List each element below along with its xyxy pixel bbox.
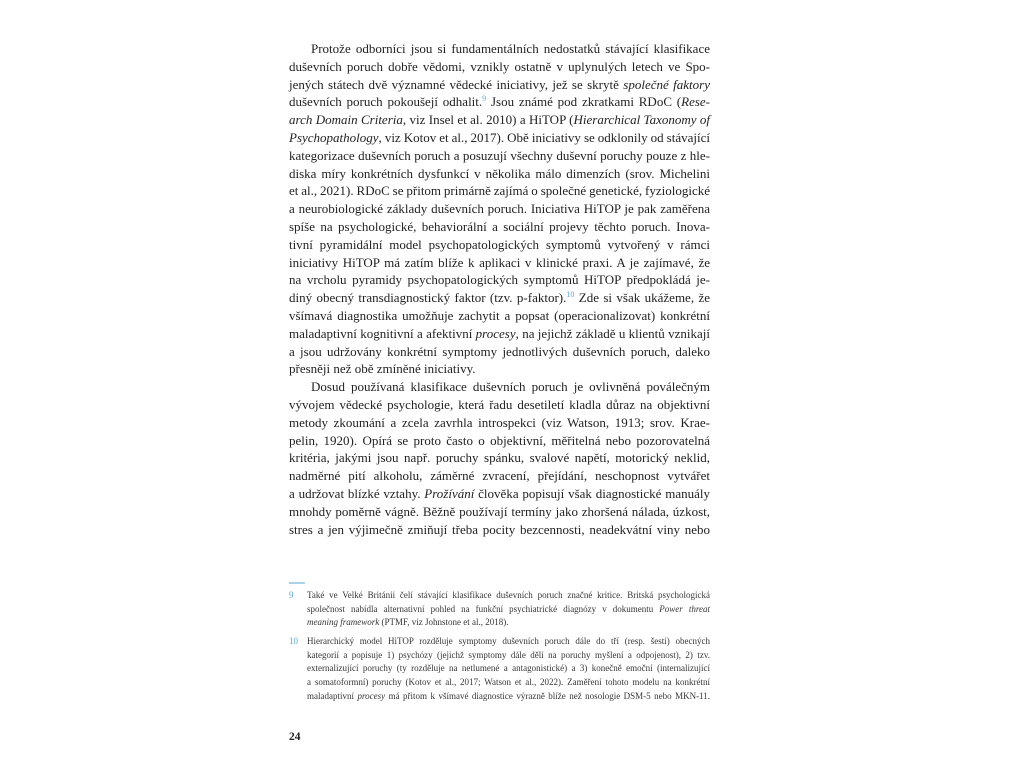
text-segment: duševních poruch pokoušejí odhalit. <box>289 94 483 110</box>
text-line <box>289 449 710 467</box>
text-segment: mnohdy poměrně vágně. Běžně používají termíny jako zhoršená nálada, úzkost, <box>289 503 710 519</box>
line-content <box>307 690 710 704</box>
line-content <box>307 589 710 603</box>
line-content <box>311 378 710 396</box>
text-line <box>289 58 710 76</box>
text-line <box>289 129 710 147</box>
text-segment: spíše na psychologické, behaviorální a sociální projevy těchto poruch. Inova- <box>289 218 710 234</box>
text-segment: Dosud používaná klasifikace duševních poruch je ovlivněná poválečným <box>311 379 710 395</box>
text-segment: tivní pyramidální model psychopatologických symptomů vytvořený v rámci <box>289 236 710 252</box>
text-line <box>289 236 710 254</box>
text-line <box>289 218 710 236</box>
text-segment: Protože odborníci jsou si fundamentálních nedostatků stávající klasifikace <box>311 41 710 56</box>
text-line <box>289 325 710 343</box>
text-line <box>289 307 710 325</box>
line-content <box>289 111 710 129</box>
line-content <box>289 147 710 165</box>
body-text <box>289 40 710 538</box>
text-line <box>307 690 710 704</box>
text-line <box>289 40 710 58</box>
text-line <box>289 485 710 503</box>
line-content <box>289 343 710 361</box>
italic-text: Rese- <box>681 94 711 110</box>
text-segment: et al., 2021). RDoC se přitom primárně zajímá o společné genetické, fyziologické <box>289 183 710 199</box>
text-segment: člověka popisují však diagnostické manuály <box>474 485 710 501</box>
footnote <box>289 635 710 703</box>
italic-text: společné faktory <box>623 76 710 92</box>
line-content <box>307 616 509 630</box>
line-content <box>289 485 710 503</box>
italic-text: Prožívání <box>424 485 475 501</box>
text-segment: a udržovat blízké vztahy. <box>289 485 425 501</box>
text-segment: externalizující poruchy (ty rozděluje na netlumené a antagonistické) a 3) konečně emoční (internalizující <box>307 663 710 674</box>
text-line <box>289 200 710 218</box>
footnote-separator <box>289 582 305 584</box>
italic-text: arch Domain Criteria <box>289 112 403 128</box>
text-line <box>289 93 710 111</box>
text-line <box>289 360 710 378</box>
footnote <box>289 589 710 630</box>
line-content <box>307 635 710 649</box>
line-content <box>307 676 710 690</box>
line-content <box>289 414 710 432</box>
line-content <box>289 521 710 539</box>
line-content <box>311 40 710 58</box>
text-line <box>289 467 710 485</box>
text-segment: diska míry konkrétních dysfunkcí v několika málo dimenzích (srov. Michelini <box>289 165 710 181</box>
footnote-number: 10 <box>289 636 298 647</box>
line-content <box>289 58 710 76</box>
footnote-text <box>307 589 710 630</box>
line-content <box>289 165 710 183</box>
text-segment: a jsou udržovány konkrétní symptomy jednotlivých duševních poruch, daleko <box>289 343 710 359</box>
body-paragraph <box>289 378 710 538</box>
footnotes <box>289 589 710 704</box>
text-segment: společnost nabídla alternativní pohled na funkční psychiatrické diagnózy v dokumentu <box>307 603 660 614</box>
text-segment: Také ve Velké Británii čelí stávající klasifikace duševních poruch značné kritice. Britská psychologická <box>307 590 710 600</box>
line-content <box>307 649 710 663</box>
text-segment: na vrcholu pyramidy psychopatologických symptomů HiTOP předpokládá je- <box>289 272 710 288</box>
text-segment: kritéria, jakými jsou např. poruchy spánku, svalové napětí, motorický neklid, <box>289 450 710 466</box>
text-line <box>289 254 710 272</box>
line-content <box>307 603 710 617</box>
line-content <box>289 325 710 343</box>
line-content <box>289 289 710 307</box>
text-segment: duševních poruch dobře vědomi, vznikly ostatně v uplynulých letech ve Spo- <box>289 58 710 74</box>
text-segment: metody zkoumání a zcela zavrhla introspekci (viz Watson, 1913; srov. Krae- <box>289 414 710 430</box>
italic-text: Power threat <box>659 603 710 614</box>
line-content <box>289 182 710 200</box>
line-content <box>289 307 710 325</box>
text-segment: pelin, 1920). Opírá se proto často o objektivní, měřitelná nebo pozorovatelná <box>289 432 710 448</box>
text-line <box>289 289 710 307</box>
line-content <box>289 449 710 467</box>
text-line <box>289 414 710 432</box>
text-segment: vývojem vědecké psychologie, která řadu desetiletí kladla důraz na objektivní <box>289 396 710 412</box>
text-line <box>289 343 710 361</box>
text-segment: Zde si však ukážeme, že <box>574 290 710 306</box>
text-line <box>289 396 710 414</box>
text-line <box>289 111 710 129</box>
text-line <box>307 676 710 690</box>
line-content <box>289 503 710 521</box>
italic-text: procesy <box>357 690 386 701</box>
text-line <box>307 589 710 603</box>
text-segment: maladaptivní kognitivní a afektivní <box>289 325 476 341</box>
line-content <box>289 200 710 218</box>
text-segment: maladaptivní <box>307 690 358 701</box>
text-line <box>307 635 710 649</box>
footnote-reference: 10 <box>566 290 575 300</box>
text-line <box>289 182 710 200</box>
italic-text: meaning framework <box>307 617 380 628</box>
line-content <box>289 218 710 236</box>
line-content <box>289 432 710 450</box>
text-line <box>289 503 710 521</box>
line-content <box>289 236 710 254</box>
text-line <box>289 271 710 289</box>
text-segment: (PTMF, viz Johnstone et al., 2018). <box>379 617 509 628</box>
page-number: 24 <box>289 731 301 743</box>
footnote-reference: 9 <box>482 94 487 104</box>
text-line <box>289 378 710 396</box>
text-segment: kategorizace duševních poruch a posuzují všechny duševní poruchy pouze z hle- <box>289 147 710 163</box>
text-segment: Jsou známé pod zkratkami RDoC ( <box>486 94 682 110</box>
text-segment: stres a jen výjimečně zmiňují třeba pocity bezcennosti, neadekvátní viny nebo <box>289 521 710 537</box>
line-content <box>289 254 710 272</box>
text-line <box>289 521 710 539</box>
text-segment: nadměrné pití alkoholu, záměrné zvracení, přejídání, neschopnost vytvářet <box>289 468 710 484</box>
footnote-number: 9 <box>289 590 294 600</box>
body-paragraph <box>289 40 710 378</box>
text-segment: a somatoformní) poruchy (Kotov et al., 2017; Watson et al., 2022). Zaměření tohoto modelu na konkrétní <box>307 677 710 688</box>
text-line <box>289 432 710 450</box>
line-content <box>289 76 710 94</box>
line-content <box>289 93 710 111</box>
line-content <box>289 360 476 378</box>
italic-text: Hierarchical Taxonomy of <box>573 112 710 128</box>
line-content <box>289 467 710 485</box>
text-segment: kategorií a popisuje 1) psychózy (jejichž symptomy dále dělí na poruchy myšlení a odpojenost), 2) tzv. <box>307 649 710 660</box>
line-content <box>289 396 710 414</box>
line-content <box>307 662 710 676</box>
text-segment: , viz Kotov et al., 2017). Obě iniciativy se odklonily od stávající <box>378 129 710 145</box>
text-line <box>307 616 710 630</box>
line-content <box>289 129 710 147</box>
text-segment: má přitom k všímavé diagnostice výrazně blíže než nosologie DSM-5 nebo MKN-11. <box>385 690 710 701</box>
text-line <box>307 649 710 663</box>
line-content <box>289 271 710 289</box>
text-segment: všímavá diagnostika umožňuje zachytit a popsat (operacionalizovat) konkrétní <box>289 307 710 323</box>
text-segment: iniciativy HiTOP má zatím blíže k aplikaci v klinické praxi. A je zajímavé, že <box>289 254 710 270</box>
text-line <box>289 165 710 183</box>
text-line <box>289 147 710 165</box>
footnote-text <box>307 635 710 703</box>
text-line <box>289 76 710 94</box>
text-line <box>307 603 710 617</box>
text-line <box>307 662 710 676</box>
text-segment: jených státech dvě významné vědecké iniciativy, jež se skrytě <box>289 76 624 92</box>
text-segment: , viz Insel et al. 2010) a HiTOP ( <box>402 112 574 128</box>
text-segment: , na jejichž základě u klientů vznikají <box>515 325 710 341</box>
italic-text: procesy <box>475 325 516 341</box>
italic-text: Psychopathology <box>289 129 379 145</box>
text-segment: a neurobiologické základy duševních poruch. Iniciativa HiTOP je pak zaměřena <box>289 201 710 217</box>
text-segment: diný obecný transdiagnostický faktor (tzv. p-faktor). <box>289 290 567 306</box>
text-segment: Hierarchický model HiTOP rozděluje symptomy duševních poruch dále do tří (resp. šesti) obecných <box>307 636 710 647</box>
text-segment: přesněji než obě zmíněné iniciativy. <box>289 361 476 377</box>
